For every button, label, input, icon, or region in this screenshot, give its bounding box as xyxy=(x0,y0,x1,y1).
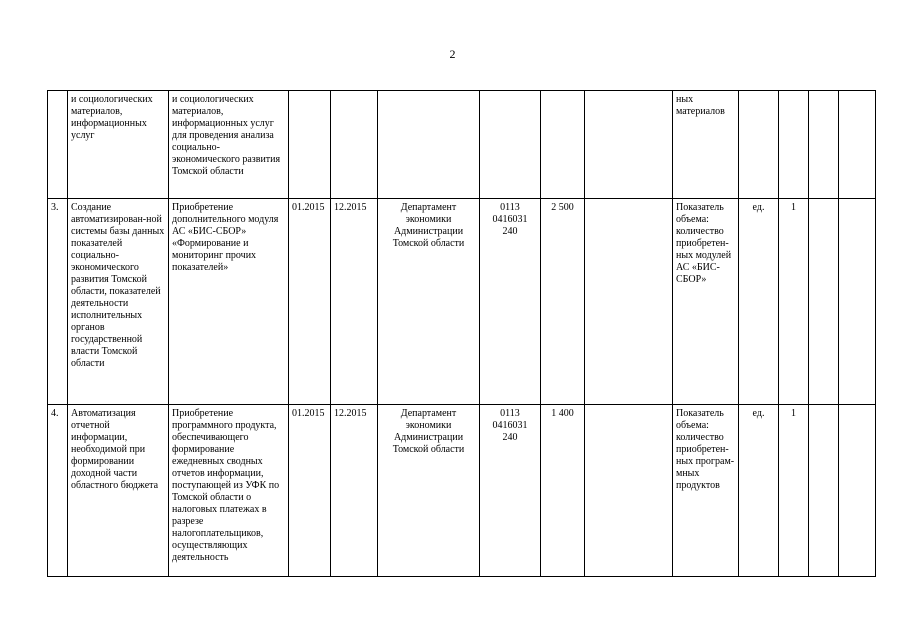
budget-code-cell: 0113 0416031 240 xyxy=(480,405,541,577)
empty-cell-1 xyxy=(809,405,839,577)
table-row xyxy=(48,405,876,577)
value-cell: 1 xyxy=(779,199,809,405)
executor-cell: Департамент экономики Администрации Томской области xyxy=(378,405,480,577)
table-row xyxy=(48,91,876,199)
activity-name-cell: и социологических материалов, информационных услуг xyxy=(68,91,169,199)
activities-table xyxy=(47,90,876,577)
row-number-cell: 4. xyxy=(48,405,68,577)
activity-name-cell: Автоматизация отчетной информации, необходимой при формировании доходной части областного бюджета xyxy=(68,405,169,577)
executor-cell: Департамент экономики Администрации Томской области xyxy=(378,199,480,405)
empty-cell-1 xyxy=(809,91,839,199)
executor-cell xyxy=(378,91,480,199)
indicator-cell: Показатель объема: количество приобретен-ных модулей АС «БИС-СБОР» xyxy=(673,199,739,405)
measure-cell: Приобретение дополнительного модуля АС «БИС-СБОР» «Формирование и мониторинг прочих показателей» xyxy=(169,199,289,405)
end-date-cell: 12.2015 xyxy=(331,405,378,577)
value-cell: 1 xyxy=(779,405,809,577)
row-number-cell xyxy=(48,91,68,199)
unit-cell: ед. xyxy=(739,199,779,405)
amount-cell xyxy=(541,91,585,199)
empty-cell-2 xyxy=(839,199,876,405)
empty-cell-2 xyxy=(839,91,876,199)
indicator-cell: ных материалов xyxy=(673,91,739,199)
start-date-cell xyxy=(289,91,331,199)
measure-cell: и социологических материалов, информационных услуг для проведения анализа социально-экономического развития Томской области xyxy=(169,91,289,199)
start-date-cell: 01.2015 xyxy=(289,199,331,405)
empty-cell-2 xyxy=(839,405,876,577)
row-number-cell: 3. xyxy=(48,199,68,405)
extra-cell xyxy=(585,405,673,577)
extra-cell xyxy=(585,91,673,199)
unit-cell xyxy=(739,91,779,199)
end-date-cell xyxy=(331,91,378,199)
unit-cell: ед. xyxy=(739,405,779,577)
end-date-cell: 12.2015 xyxy=(331,199,378,405)
budget-code-cell xyxy=(480,91,541,199)
start-date-cell: 01.2015 xyxy=(289,405,331,577)
value-cell xyxy=(779,91,809,199)
budget-code-cell: 0113 0416031 240 xyxy=(480,199,541,405)
page-number: 2 xyxy=(449,47,456,61)
measure-cell: Приобретение программного продукта, обеспечивающего формирование ежедневных сводных отчетов информации, поступающей из УФК по Томской области о налоговых платежах в разрезе налогоплательщиков, осуществляющих деятельность xyxy=(169,405,289,577)
amount-cell: 1 400 xyxy=(541,405,585,577)
indicator-cell: Показатель объема: количество приобретен-ных програм-мных продуктов xyxy=(673,405,739,577)
empty-cell-1 xyxy=(809,199,839,405)
table-row xyxy=(48,199,876,405)
activity-name-cell: Создание автоматизирован-ной системы базы данных показателей социально-экономического развития Томской области, показателей деятельности исполнительных органов государственной власти Томской области xyxy=(68,199,169,405)
amount-cell: 2 500 xyxy=(541,199,585,405)
extra-cell xyxy=(585,199,673,405)
